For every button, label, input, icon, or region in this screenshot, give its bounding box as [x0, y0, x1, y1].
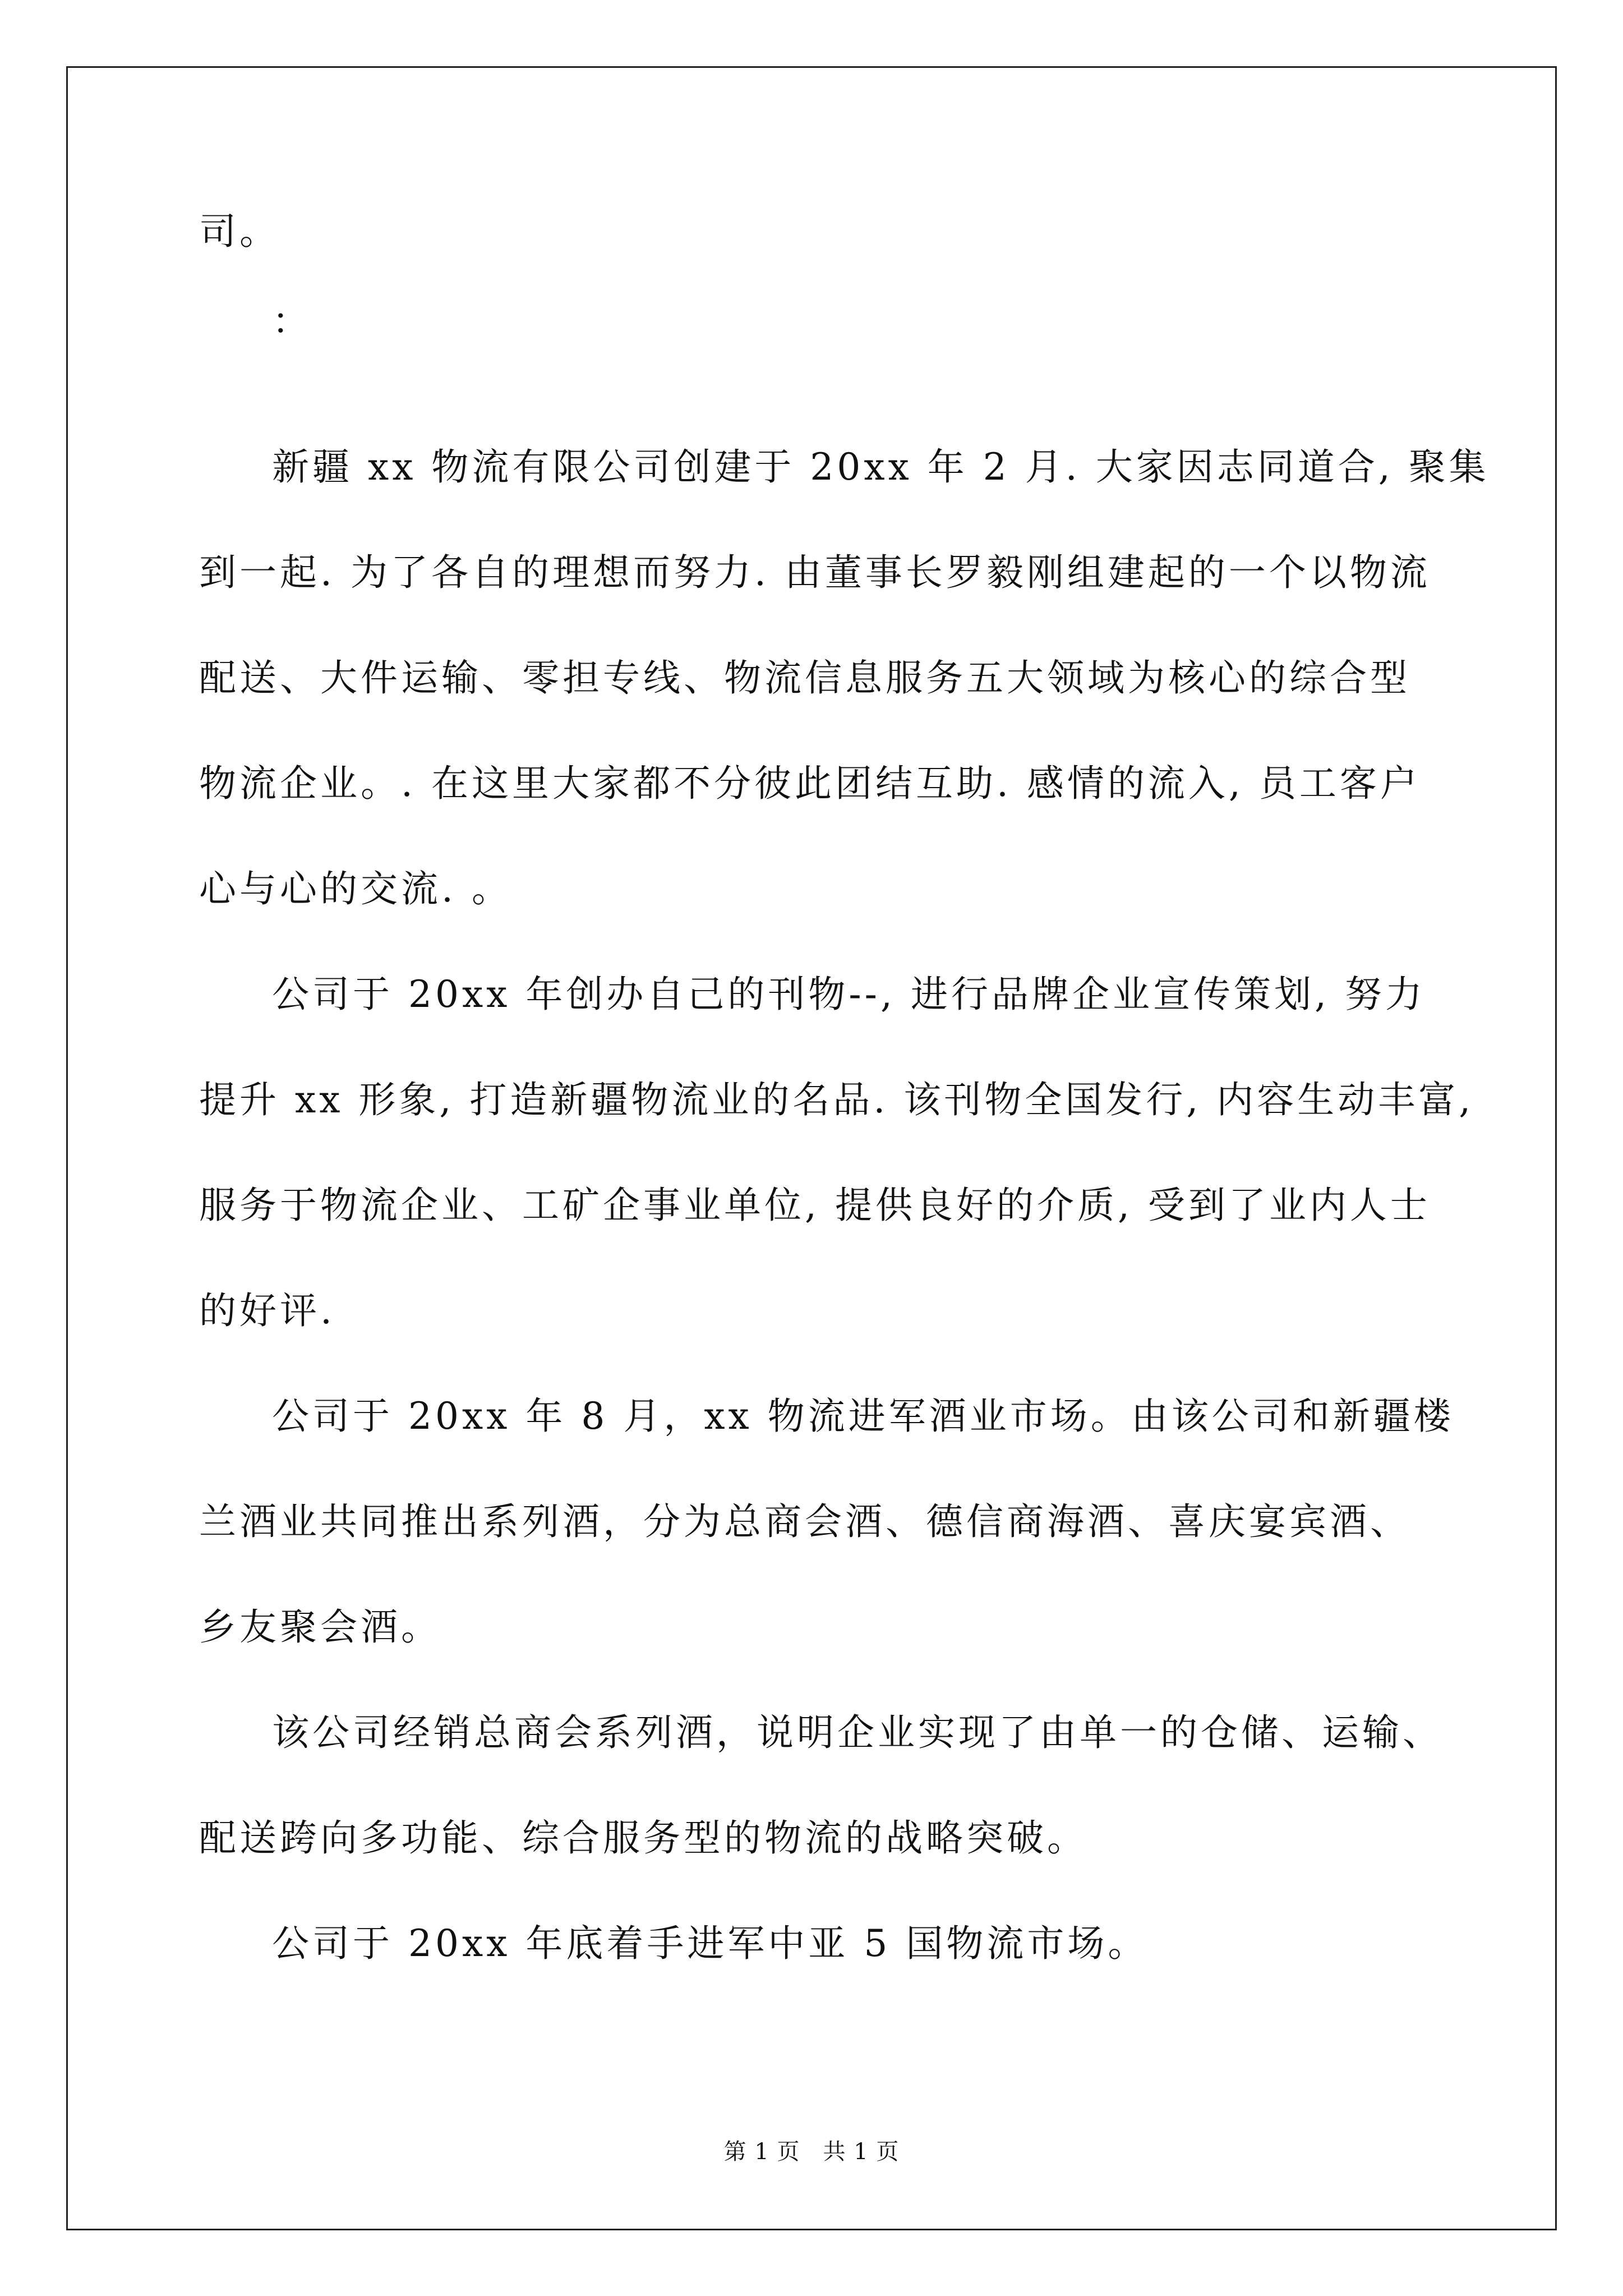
text-line: 司。 [199, 210, 280, 253]
page-frame [66, 66, 1557, 2230]
text-line: 物流企业。. 在这里大家都不分彼此团结互助. 感情的流入, 员工客户 [199, 762, 1421, 805]
text-line: 配送跨向多功能、综合服务型的物流的战略突破。 [199, 1816, 1087, 1860]
text-line: 提升 xx 形象, 打造新疆物流业的名品. 该刊物全国发行, 内容生动丰富, [199, 1078, 1474, 1121]
text-line: 该公司经销总商会系列酒，说明企业实现了由单一的仓储、运输、 [272, 1711, 1443, 1754]
text-line: 公司于 20xx 年 8 月，xx 物流进军酒业市场。由该公司和新疆楼 [272, 1395, 1454, 1438]
text-line: 公司于 20xx 年创办自己的刊物--, 进行品牌企业宣传策划, 努力 [272, 973, 1426, 1016]
text-line: 公司于 20xx 年底着手进军中亚 5 国物流市场。 [272, 1922, 1149, 1965]
text-line: 心与心的交流. 。 [199, 867, 512, 910]
text-line: 到一起. 为了各自的理想而努力. 由董事长罗毅刚组建起的一个以物流 [199, 551, 1431, 594]
text-line: 的好评. [199, 1289, 335, 1332]
text-line: 乡友聚会酒。 [199, 1605, 441, 1649]
text-line: ： [272, 300, 312, 343]
text-line: 兰酒业共同推出系列酒，分为总商会酒、德信商海酒、喜庆宴宾酒、 [199, 1500, 1410, 1543]
text-line: 配送、大件运输、零担专线、物流信息服务五大领域为核心的综合型 [199, 656, 1410, 700]
text-line: 新疆 xx 物流有限公司创建于 20xx 年 2 月. 大家因志同道合, 聚集 [272, 445, 1490, 489]
text-line: 服务于物流企业、工矿企事业单位, 提供良好的介质, 受到了业内人士 [199, 1184, 1431, 1227]
page-number-footer: 第 1 页 共 1 页 [723, 2139, 900, 2165]
